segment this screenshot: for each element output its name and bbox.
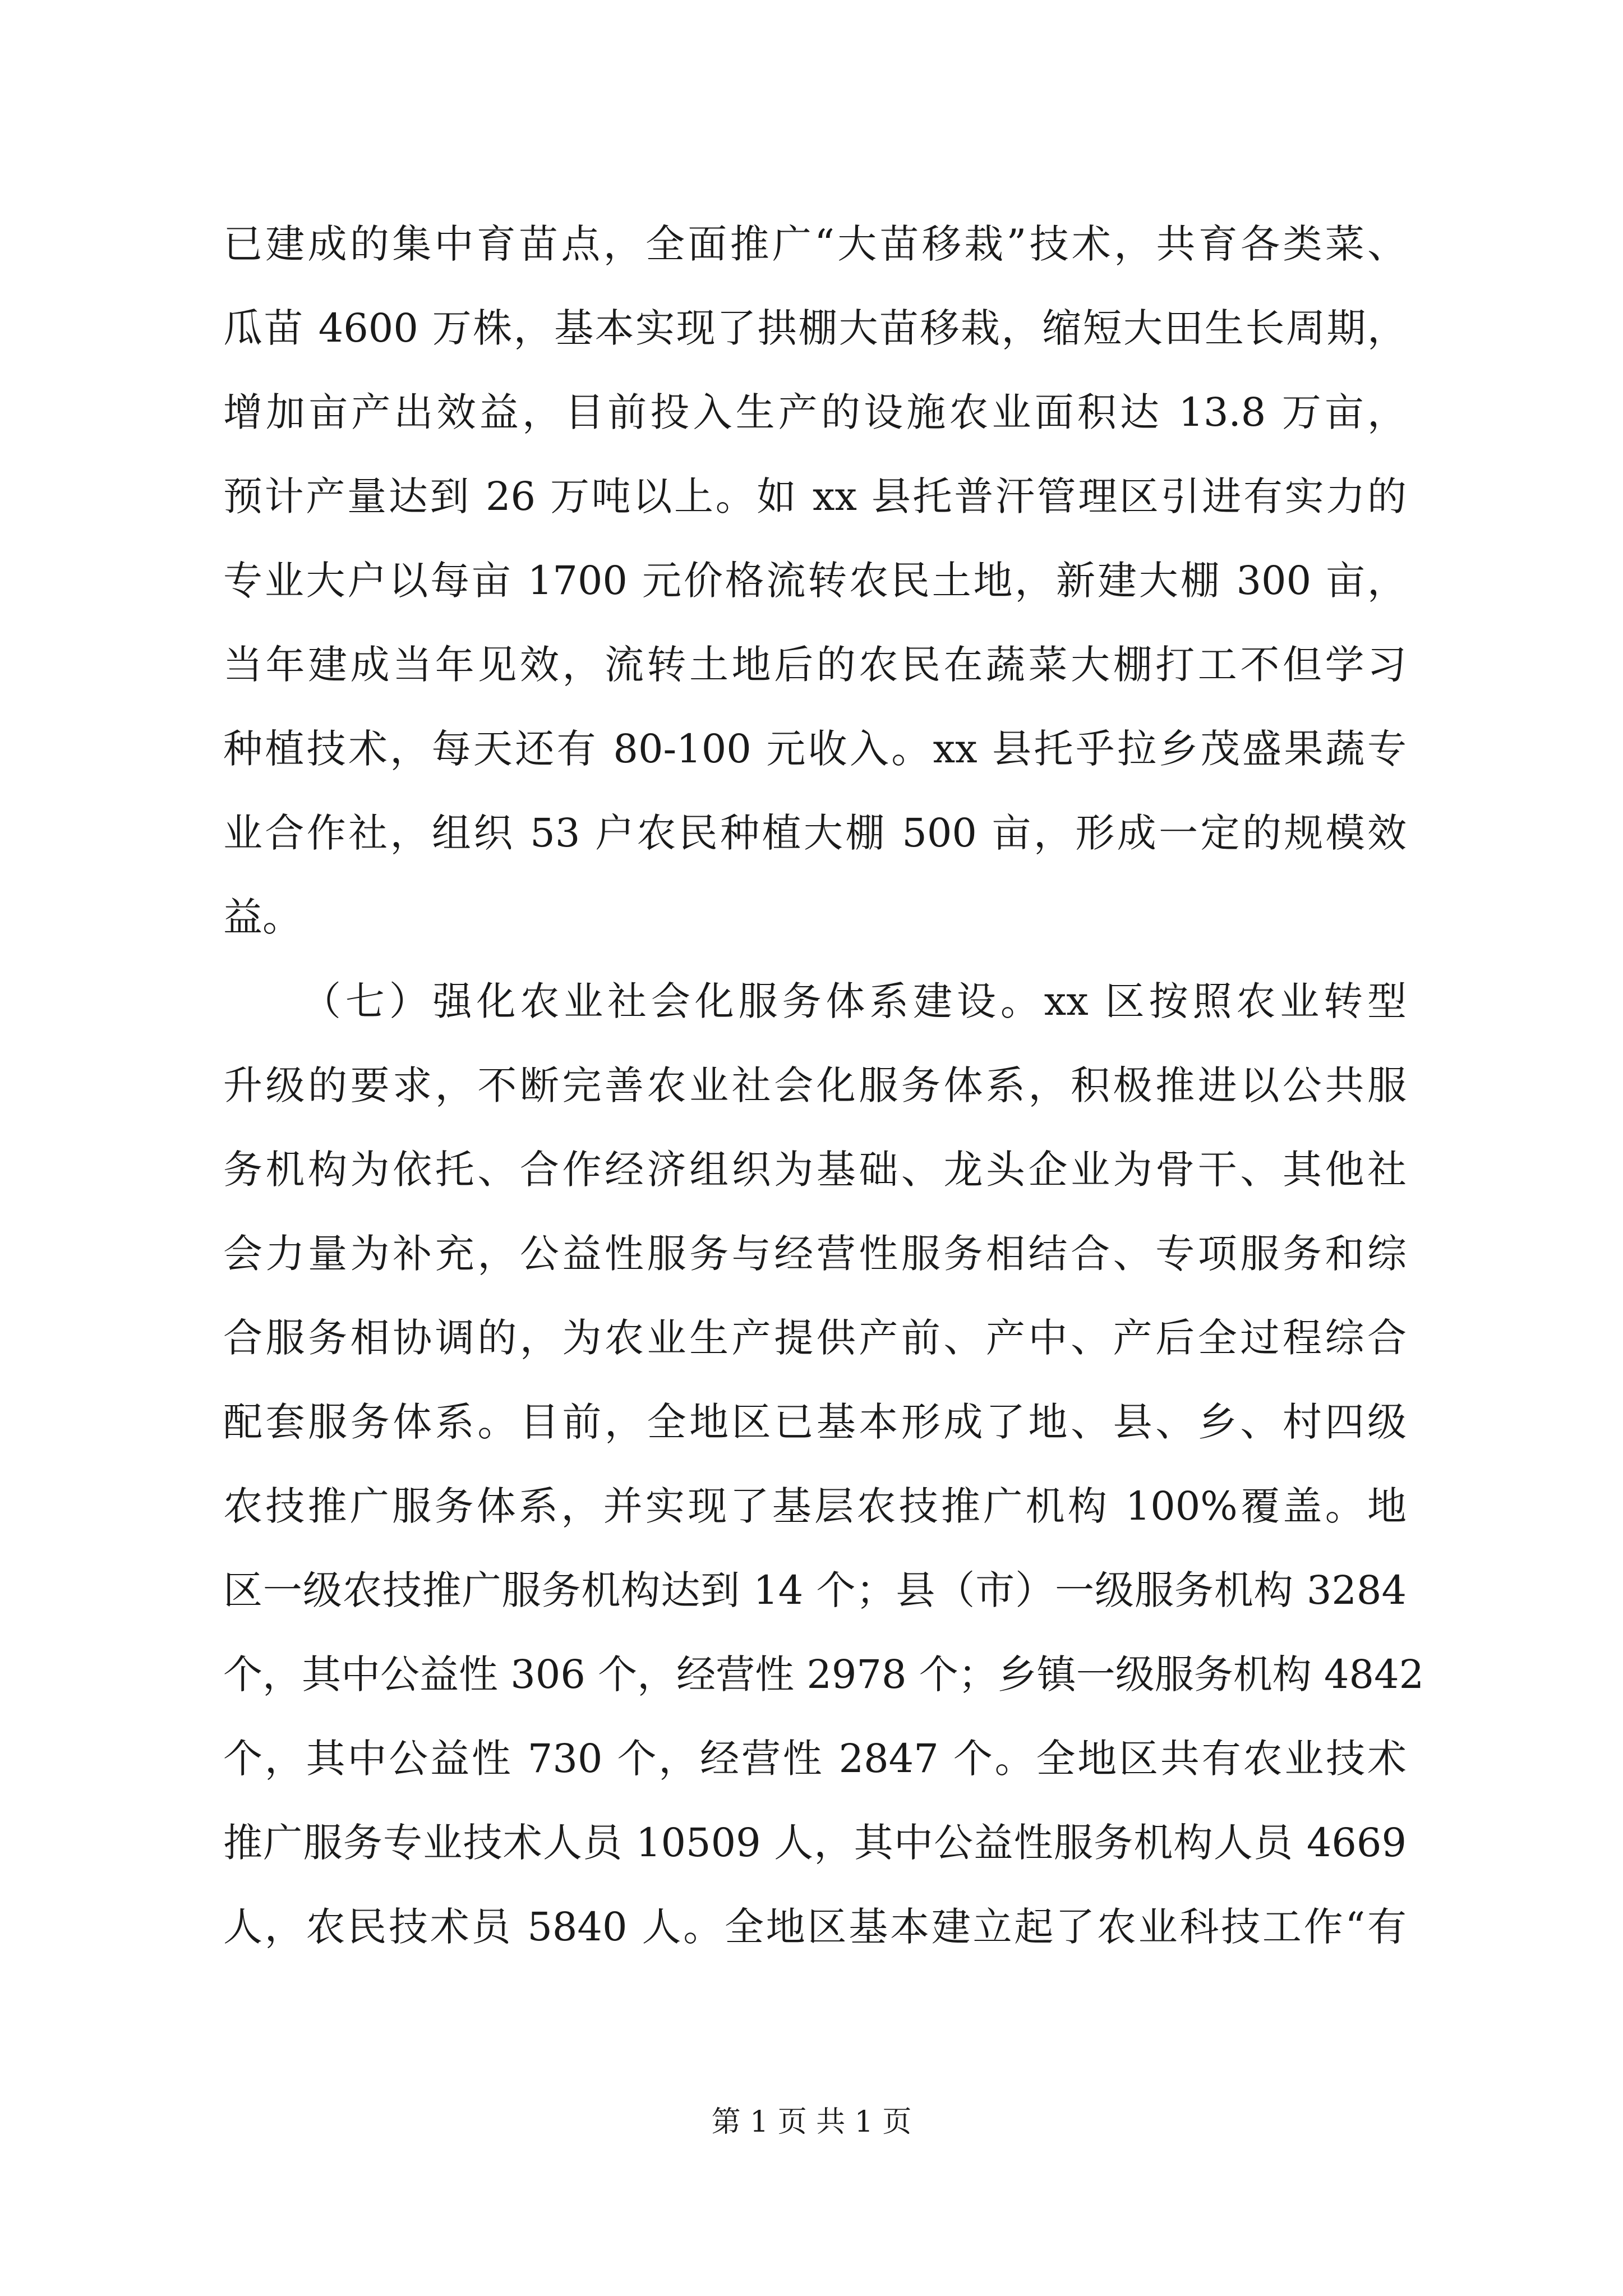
text-line: 已建成的集中育苗点，全面推广“大苗移栽”技术，共育各类菜、 [223, 221, 1407, 267]
text-line: 农技推广服务体系，并实现了基层农技推广机构 100%覆盖。地 [223, 1483, 1407, 1529]
text-line: 推广服务专业技术人员 10509 人，其中公益性服务机构人员 4669 [223, 1820, 1407, 1866]
section-heading-line: （七）强化农业社会化服务体系建设。xx 区按照农业转型 [302, 978, 1407, 1024]
text-line: 专业大户以每亩 1700 元价格流转农民土地，新建大棚 300 亩， [223, 558, 1407, 604]
text-line: 合服务相协调的，为农业生产提供产前、产中、产后全过程综合 [223, 1315, 1407, 1361]
text-line: 增加亩产出效益，目前投入生产的设施农业面积达 13.8 万亩， [223, 389, 1407, 435]
text-line: 业合作社，组织 53 户农民种植大棚 500 亩，形成一定的规模效 [223, 810, 1407, 856]
text-line: 升级的要求，不断完善农业社会化服务体系，积极推进以公共服 [223, 1062, 1407, 1108]
text-line: 会力量为补充，公益性服务与经营性服务相结合、专项服务和综 [223, 1231, 1407, 1277]
text-line: 预计产量达到 26 万吨以上。如 xx 县托普汗管理区引进有实力的 [223, 473, 1407, 519]
text-line: 配套服务体系。目前，全地区已基本形成了地、县、乡、村四级 [223, 1399, 1407, 1445]
text-line: 个，其中公益性 306 个，经营性 2978 个；乡镇一级服务机构 4842 [223, 1651, 1424, 1697]
text-line: 种植技术，每天还有 80-100 元收入。xx 县托乎拉乡茂盛果蔬专 [223, 726, 1407, 772]
body-text [223, 202, 1424, 1969]
text-line: 区一级农技推广服务机构达到 14 个；县（市）一级服务机构 3284 [223, 1567, 1407, 1613]
text-line: 个，其中公益性 730 个，经营性 2847 个。全地区共有农业技术 [223, 1736, 1407, 1782]
page-footer: 第 1 页 共 1 页 [711, 2105, 912, 2139]
text-line: 益。 [223, 894, 302, 940]
text-line: 瓜苗 4600 万株，基本实现了拱棚大苗移栽，缩短大田生长周期， [223, 305, 1407, 351]
text-line: 人，农民技术员 5840 人。全地区基本建立起了农业科技工作“有 [223, 1904, 1407, 1950]
text-line: 当年建成当年见效，流转土地后的农民在蔬菜大棚打工不但学习 [223, 642, 1407, 688]
text-line: 务机构为依托、合作经济组织为基础、龙头企业为骨干、其他社 [223, 1147, 1407, 1193]
